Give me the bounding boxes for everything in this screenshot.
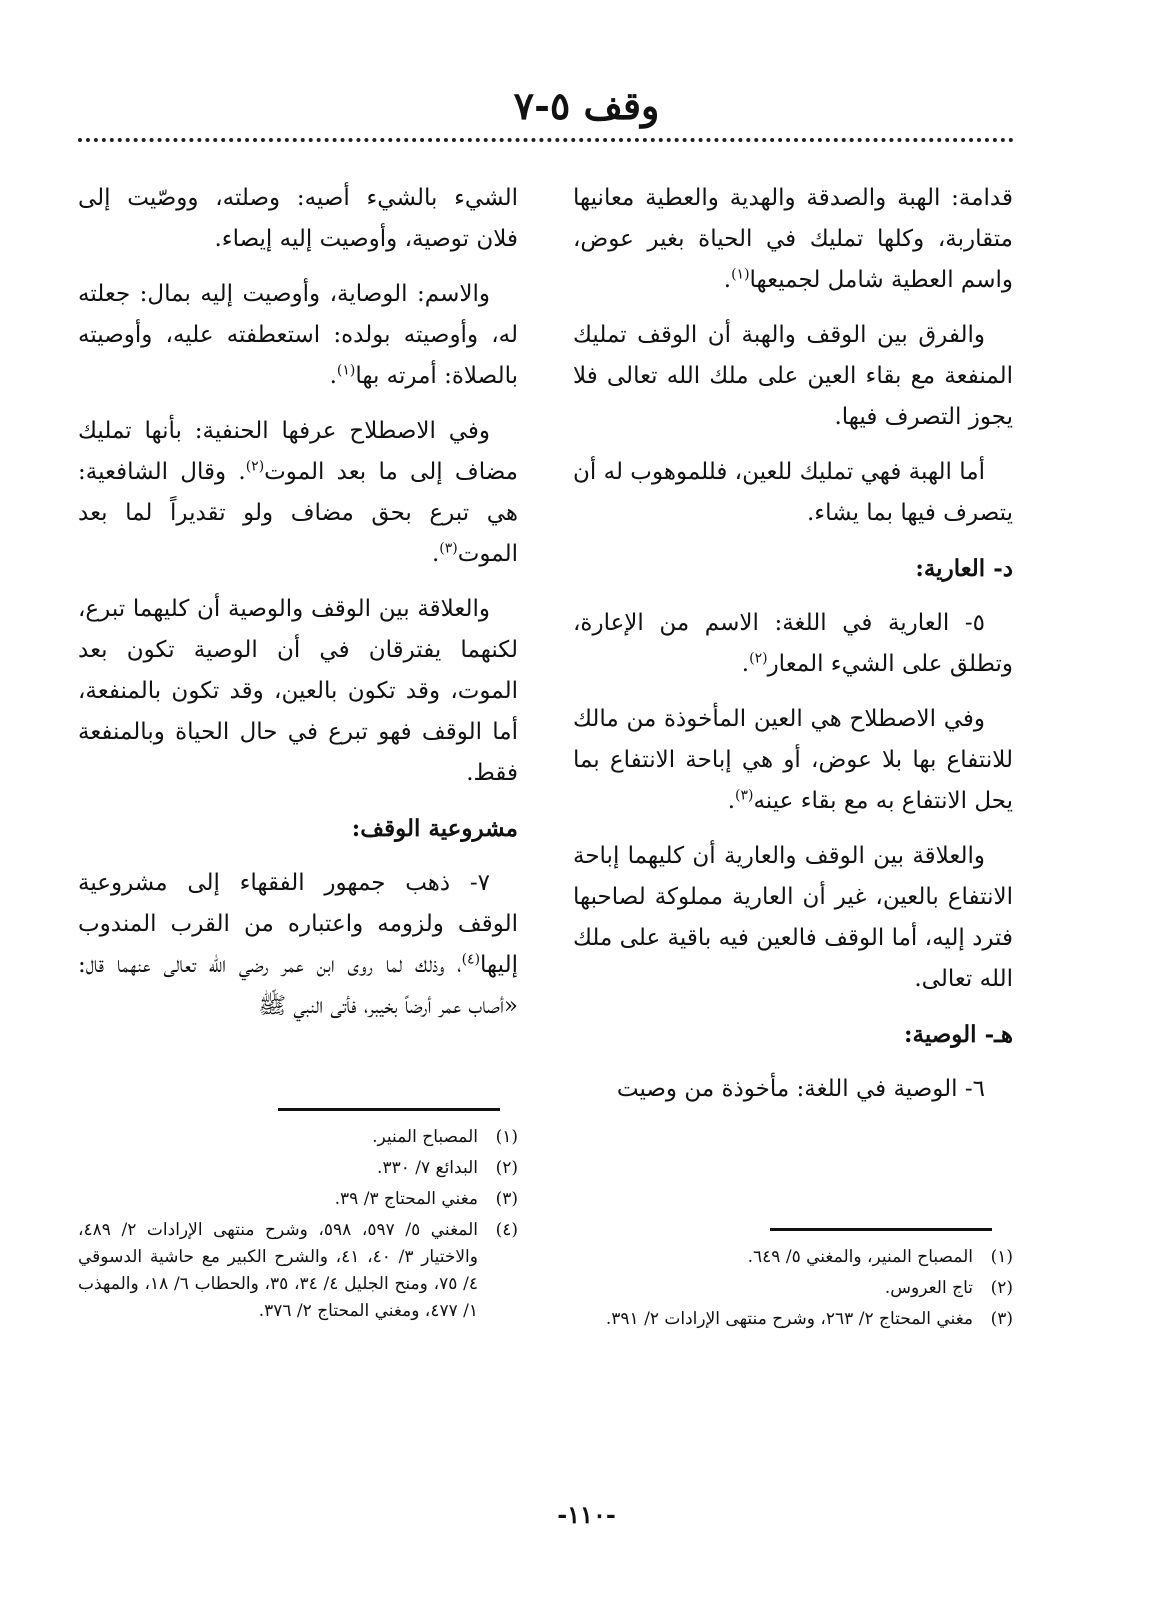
paragraph: أما الهبة فهي تمليك للعين، فللموهوب له أن يتصرف فيها بما يشاء.	[573, 459, 1013, 526]
left-column	[78, 178, 518, 1041]
running-header-title: وقف ٥-٧	[513, 83, 660, 128]
footnote-item	[78, 1186, 518, 1213]
paragraph-text: .	[727, 788, 735, 814]
footnote-number: (٢)	[495, 1158, 518, 1178]
paragraph-text: . وقال الشافعية: هي تبرع بحق مضاف ولو تقديراً لما بعد الموت	[78, 459, 518, 567]
footnote-number: (٣)	[990, 1309, 1013, 1329]
footnote-text: المصباح المنير.	[372, 1127, 478, 1147]
footnote-number: (٢)	[990, 1278, 1013, 1298]
right-column	[573, 178, 1013, 1124]
paragraph-text: .	[329, 363, 337, 389]
footnote-number: (٣)	[495, 1189, 518, 1209]
footnote-item	[78, 1217, 518, 1325]
footnote-text: البدائع ٧/ ٣٣٠.	[377, 1158, 478, 1178]
footnote-ref: (١)	[336, 362, 356, 379]
paragraph: الشيء بالشيء أصيه: وصلته، ووصّيت إلى فلان توصية، وأوصيت إليه إيصاء.	[78, 185, 518, 252]
footnote-number: (١)	[990, 1247, 1013, 1267]
paragraph	[78, 863, 518, 1027]
paragraph: والعلاقة بين الوقف والوصية أن كليهما تبرع، لكنهما يفترقان في أن الوصية تكون بعد الموت، وقد تكون بالعين، وقد تكون بالمنفعة، أما الوقف فهو تبرع في حال الحياة وبالمنفعة فقط.	[78, 596, 518, 786]
footnote-number: (١)	[495, 1127, 518, 1147]
footnote-ref: (٣)	[735, 787, 754, 804]
paragraph-text: وفي الاصطلاح هي العين المأخوذة من مالك للانتفاع بها بلا عوض، أو هي إباحة الانتفاع بما يحل الانتفاع به مع بقاء عينه	[573, 706, 1013, 814]
paragraph-text: .	[723, 267, 732, 293]
footnote-text: المغني ٥/ ٥٩٧، ٥٩٨، وشرح منتهى الإرادات ٢/ ٤٨٩، والاختيار ٣/ ٤٠، ٤١، والشرح الكبير مع حاشية الدسوقي ٤/ ٧٥، ومنح الجليل ٤/ ٣٤، ٣٥، والحطاب ٦/ ١٨، والمهذب ١/ ٤٧٧، ومغني المحتاج ٢/ ٣٧٦.	[78, 1220, 478, 1321]
footnote-text: المصباح المنير، والمغني ٥/ ٦٤٩.	[747, 1247, 973, 1267]
paragraph	[78, 274, 518, 397]
paragraph-text: قدامة: الهبة والصدقة والهدية والعطية معانيها متقاربة، وكلها تمليك في الحياة بغير عوض، واسم العطية شامل لجميعها	[573, 185, 1013, 293]
footnote-number: (٤)	[495, 1220, 518, 1240]
footnote-ref: (٢)	[749, 650, 768, 667]
paragraph	[78, 411, 518, 575]
section-heading: د- العارية:	[915, 555, 1013, 582]
paragraph: والعلاقة بين الوقف والعارية أن كليهما إباحة الانتفاع بالعين، غير أن العارية مملوكة لصاحبها فترد إليه، أما الوقف فالعين فيه باقية على ملك الله تعالى.	[573, 843, 1013, 992]
footnote-item	[78, 1155, 518, 1182]
paragraph	[573, 699, 1013, 822]
header-dotted-rule	[78, 138, 1014, 142]
footnotes-left	[78, 1124, 518, 1329]
paragraph-text: والاسم: الوصاية، وأوصيت إليه بمال: جعلته له، وأوصيته بولده: استعطفته عليه، وأوصيته بالصلاة: أمرته بها	[78, 281, 518, 389]
paragraph: ٦- الوصية في اللغة: مأخوذة من وصيت	[616, 1076, 985, 1102]
footnotes-right	[573, 1244, 1013, 1337]
footnote-ref: (٢)	[245, 458, 265, 475]
footnote-ref: (١)	[731, 266, 750, 283]
footnote-text: مغني المحتاج ٣/ ٣٩.	[334, 1189, 478, 1209]
footnote-ref: (٣)	[439, 540, 458, 557]
footnote-item	[573, 1244, 1013, 1271]
paragraph	[573, 603, 1013, 685]
page-number: -١١٠-	[557, 1500, 616, 1529]
footnote-text: تاج العروس.	[884, 1278, 973, 1298]
paragraph-text: ٧- ذهب جمهور الفقهاء إلى مشروعية الوقف ولزومه واعتباره من القرب المندوب إليها	[78, 870, 518, 978]
footnote-rule	[278, 1108, 500, 1111]
paragraph-text: ٥- العارية في اللغة: الاسم من الإعارة، وتطلق على الشيء المعار	[573, 610, 1013, 677]
paragraph-text: ، وذلك لما روى ابن عمر رضي الله تعالى عنهما قال: «أصاب عمر أرضاً بخيبر، فأتى النبي ﷺ	[78, 952, 518, 1019]
footnote-item	[573, 1306, 1013, 1333]
paragraph	[573, 178, 1013, 301]
paragraph-text: وفي الاصطلاح عرفها الحنفية: بأنها تمليك مضاف إلى ما بعد الموت	[78, 418, 518, 485]
footnote-text: مغني المحتاج ٢/ ٢٦٣، وشرح منتهى الإرادات ٢/ ٣٩١.	[605, 1309, 973, 1329]
footnote-ref: (٤)	[461, 951, 481, 968]
footnote-item	[573, 1275, 1013, 1302]
footnote-item	[78, 1124, 518, 1151]
section-heading: مشروعية الوقف:	[351, 815, 518, 842]
section-heading: هـ- الوصية:	[904, 1021, 1013, 1048]
paragraph-text: .	[741, 651, 750, 677]
footnote-rule	[770, 1228, 992, 1231]
paragraph-text: .	[431, 541, 440, 567]
paragraph: والفرق بين الوقف والهبة أن الوقف تمليك المنفعة مع بقاء العين على ملك الله تعالى فلا يجوز التصرف فيها.	[573, 322, 1013, 430]
